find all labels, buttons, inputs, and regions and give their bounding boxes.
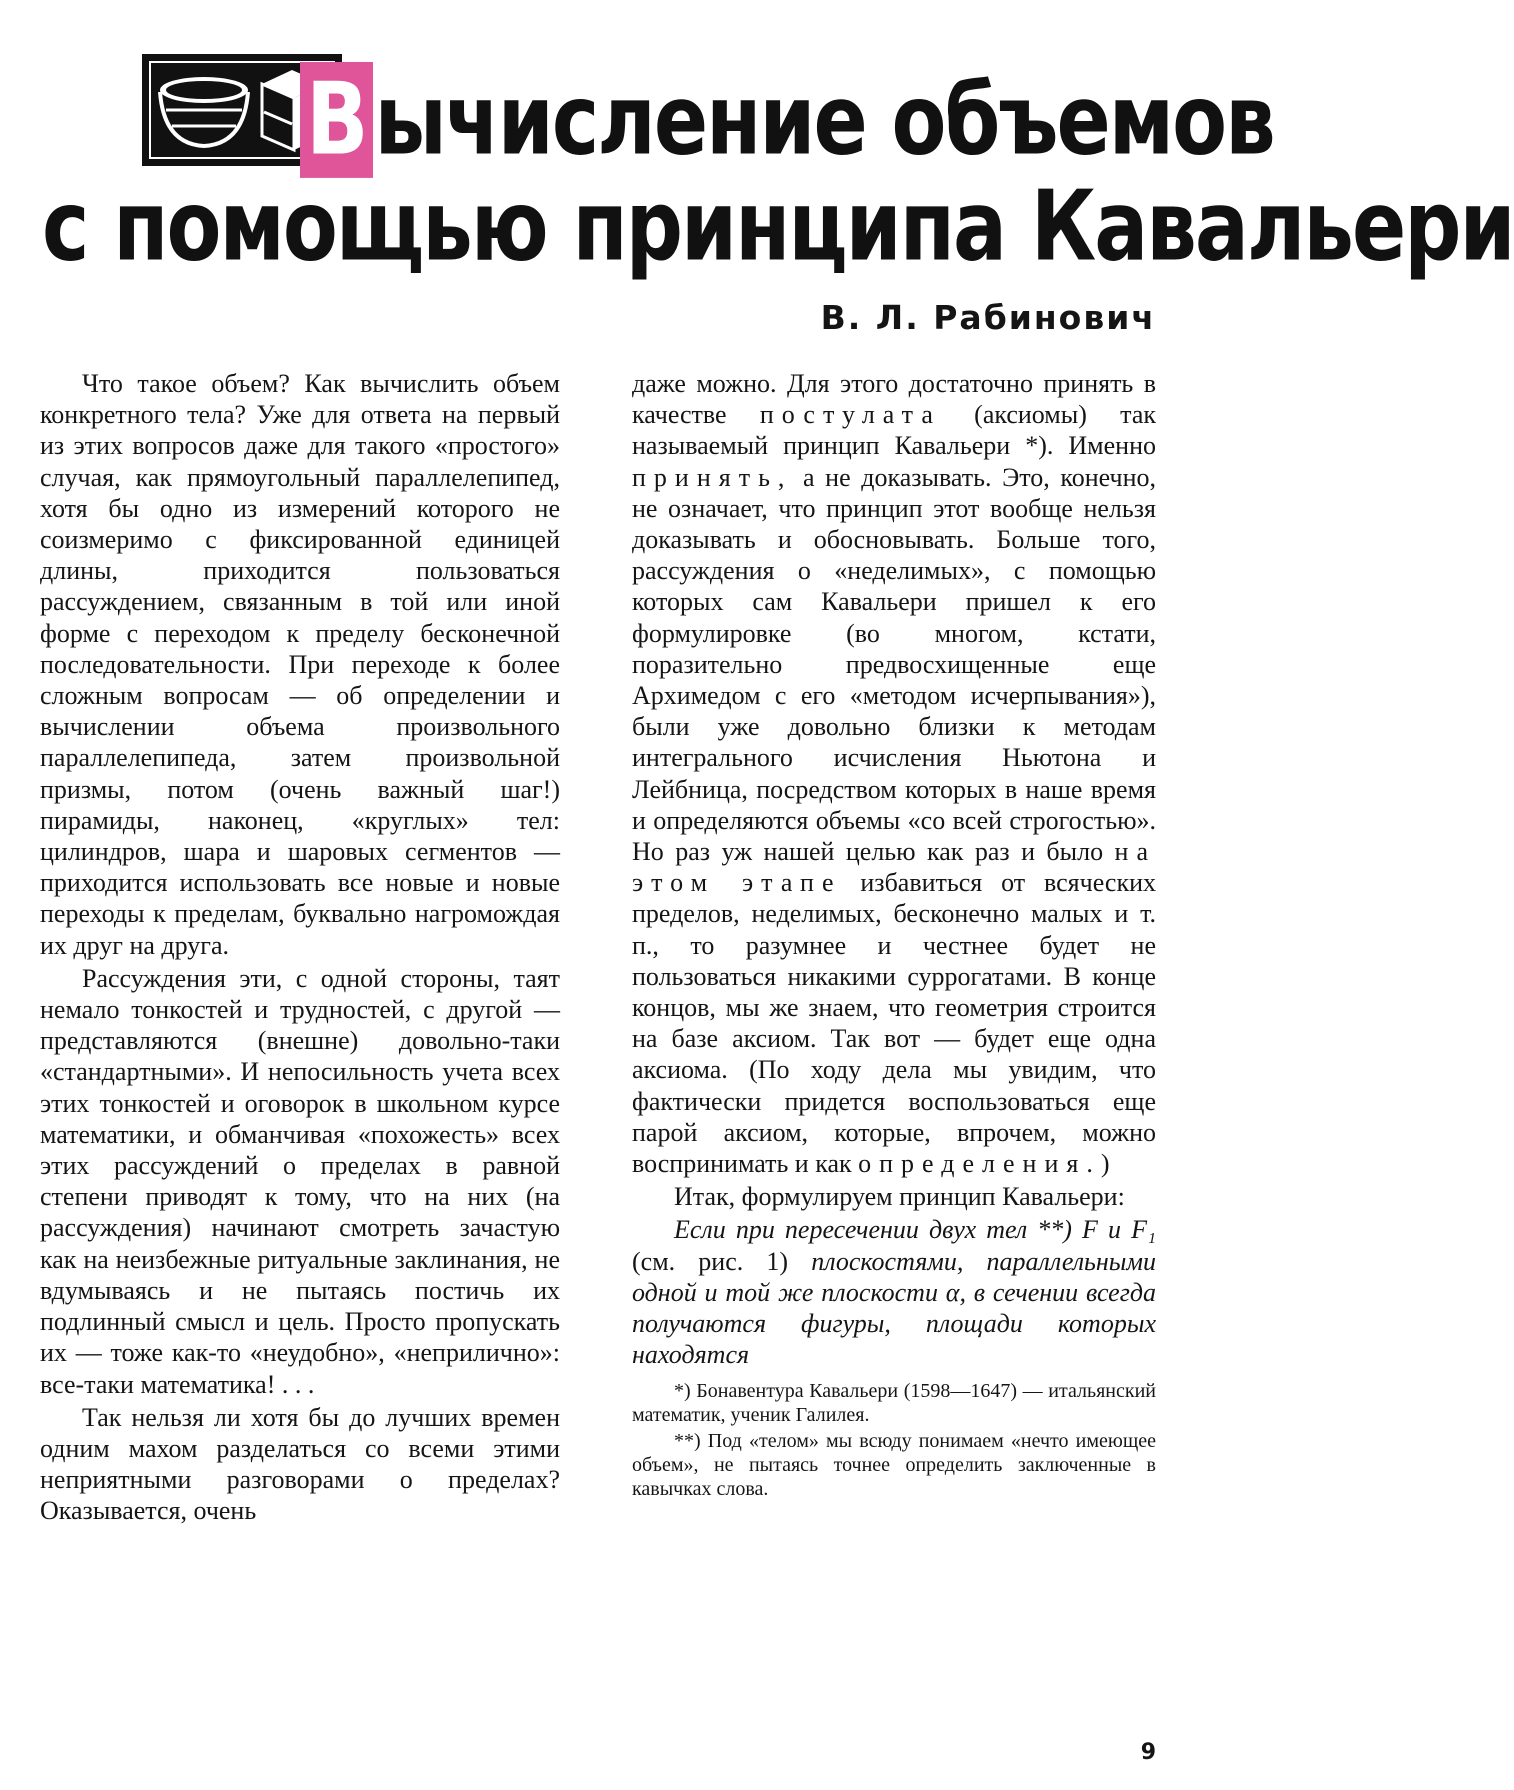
emphasis-accept: принять,	[632, 462, 793, 492]
text-run: (аксиомы) так называемый принцип Кавальери *). Именно	[632, 400, 1156, 461]
title-line-1-rest: ычисление объемов	[374, 63, 1274, 177]
title-line-1	[300, 62, 1274, 178]
text-column-right	[632, 368, 1156, 1501]
cavalieri-principle	[632, 1214, 1156, 1370]
emphasis-stage: на этом этапе	[632, 837, 1157, 898]
text-run: избавиться от всяческих пределов, неделимых, бесконечно малых и т. п., то разумнее и честнее будет не пользоваться никакими суррогатами. В конце концов, мы же знаем, что геометрия строится на базе аксиом. Так вот — будет еще одна аксиома. (По ходу дела мы увидим, что фактически придется воспользоваться еще парой аксиом, которые, впрочем, можно воспринимать и как	[632, 868, 1156, 1179]
text-run: F и F₁	[1082, 1215, 1156, 1245]
text-run: даже можно. Для этого достаточно принять в качестве	[632, 369, 1156, 430]
emphasis-definitions: определения.)	[858, 1149, 1118, 1179]
title-line-2: с помощью принципа Кавальери	[42, 169, 1514, 283]
text-run: (см. рис. 1)	[632, 1246, 789, 1276]
emphasis-postulate: постулата	[759, 400, 941, 430]
paragraph: Рассуждения эти, с одной стороны, таят немало тонкостей и трудностей, с другой — представляются (внешне) довольно-таки «стандартными». И непосильность учета всех этих тонкостей и оговорок в школьном курсе математики, и обманчивая «похожесть» всех этих рассуждений о пределах в равной степени приводят к тому, что на них (на рассуждения) начинают смотреть зачастую как на неизбежные ритуальные заклинания, не вдумываясь и не пытаясь постичь их подлинный смысл и цель. Просто пропускать их — тоже как-то «неудобно», «неприлично»: все-таки математика! . . .	[40, 963, 560, 1399]
page-number: 9	[1140, 1740, 1156, 1765]
title-dropcap: В	[300, 62, 373, 178]
footnote-1: *) Бонавентура Кавальери (1598—1647) — итальянский математик, ученик Галилея.	[632, 1379, 1156, 1426]
footnotes	[632, 1379, 1156, 1501]
paragraph: Итак, формулируем принцип Кавальери:	[674, 1182, 1125, 1212]
text-run: плоскостями, параллельными одной и той же плоскости α, в сечении всегда получаются фигуры, площади которых находятся	[632, 1246, 1156, 1370]
paragraph: Так нельзя ли хотя бы до лучших времен одним махом разделаться со всеми этими неприятными разговорами о пределах? Оказывается, очень	[40, 1402, 560, 1526]
author-name: В. Л. Рабинович	[820, 298, 1156, 337]
paragraph: Что такое объем? Как вычислить объем конкретного тела? Уже для ответа на первый из этих вопросов даже для такого «простого» случая, как прямоугольный параллелепипед, хотя бы одно из измерений которого не соизмеримо с фиксированной единицей длины, приходится пользоваться рассуждением, связанным в той или иной форме с переходом к пределу бесконечной последовательности. При переходе к более сложным вопросам — об определении и вычислении объема произвольного параллелепипеда, затем произвольной призмы, потом (очень важный шаг!) пирамиды, наконец, «круглых» тел: цилиндров, шара и шаровых сегментов — приходится использовать все новые и новые переходы к пределам, буквально нагромождая их друг на друга.	[40, 369, 560, 960]
text-column-left	[40, 368, 560, 1527]
paragraph	[632, 368, 1156, 1179]
text-run: Если при пересечении двух тел **)	[674, 1215, 1072, 1245]
footnote-2: **) Под «телом» мы всюду понимаем «нечто имеющее объем», не пытаясь точнее определить заключенные в кавычках слова.	[632, 1429, 1156, 1500]
text-run: а не доказывать. Это, конечно, не означает, что принцип этот вообще нельзя доказывать и обосновывать. Больше того, рассуждения о «неделимых», с помощью которых сам Кавальери пришел к его формулировке (во многом, кстати, поразительно предвосхищенные еще Архимедом с его «методом исчерпывания»), были уже довольно близки к методам интегрального исчисления Ньютона и Лейбница, посредством которых в наше время и определяются объемы «со всей строгостью». Но раз уж нашей целью как раз и было	[632, 462, 1156, 867]
